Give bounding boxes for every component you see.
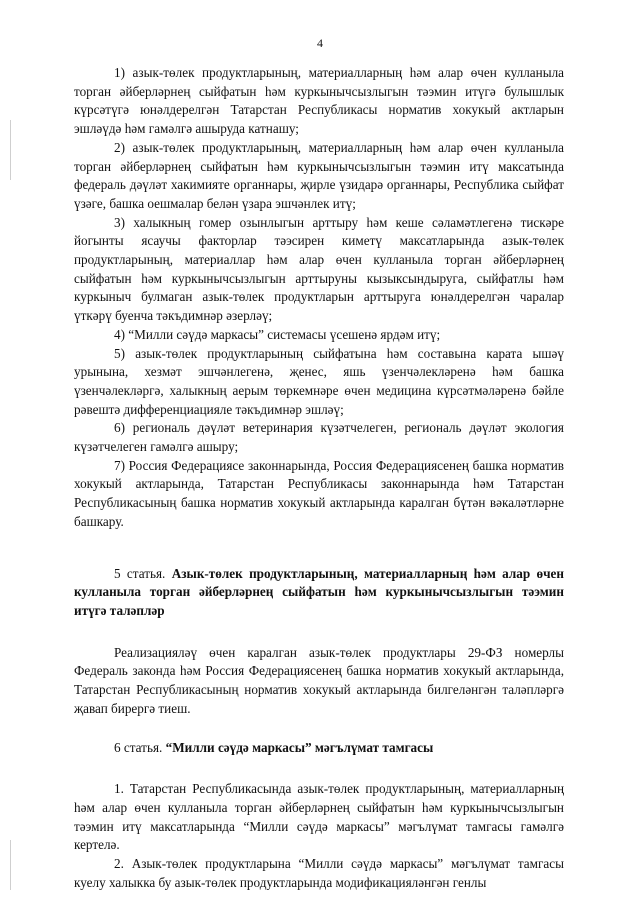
section-6-title: “Милли сәүдә маркасы” мәгълүмат тамгасы [165, 739, 434, 755]
list-item: 5) азык-төлек продуктларының сыйфатына һәм составына карата ышәү урынына, хезмәт эшчәнлегенә, җенес, яшь үзенчәлекләренә һәм башка үзенчәлекләргә, халыкның аерым төркемнәре өчен медицина күрсәтмәләренә бәйле рәвештә дифференциацияле тәкъдимнәр эшләү; [74, 345, 564, 417]
section-6-paragraph: 2. Азык-төлек продуктларына “Милли сәүдә маркасы” мәгълүмат тамгасы куелу халыкка бу азык-төлек продуктларында модификацияләнгән генлы [74, 856, 564, 890]
list-item: 1) азык-төлек продуктларының, материалларның һәм алар өчен кулланыла торган әйберләрнең сыйфатын һәм куркынычсызлыгын тәэмин итүгә булышлык күрсәтүгә юнәлдерелгән Татарстан Республикасы норматив хокукый актларын эшләүдә һәм гамәлгә ашыруда катнашу; [74, 65, 564, 137]
scan-margin-mark [10, 840, 11, 890]
document-body [74, 64, 564, 892]
section-5-number: 5 статья. [114, 565, 166, 581]
list-item: 7) Россия Федерациясе законнарында, Россия Федерациясенең башка норматив хокукый актларында, Татарстан Республикасы законнарында һәм Татарстан Республикасының башка норматив хокукый актларында каралган бүтән вәкаләтләрне башкару. [74, 457, 564, 529]
list-item: 4) “Милли сәүдә маркасы” системасы үсешенә ярдәм итү; [114, 326, 441, 342]
list-item: 6) региональ дәүләт ветеринария күзәтчелеген, региональ дәүләт экология күзәтчелеген гамәлгә ашыру; [74, 420, 564, 455]
section-5-body: Реализацияләү өчен каралган азык-төлек продуктлары 29-ФЗ номерлы Федераль законда һәм Россия Федерациясенең башка норматив хокукый актларында, Татарстан Республикасының норматив хокукый актларында билгеләнгән таләпләргә җавап бирергә тиеш. [74, 644, 564, 716]
section-6-heading [74, 739, 564, 758]
section-6-paragraph: 1. Татарстан Республикасында азык-төлек продуктларының, материалларның һәм алар өчен кулланыла торган әйберләрнең сыйфатын һәм куркынычсызлыгын тәэмин итү максатларында “Милли сәүдә маркасы” мәгълүмат тамгасы гамәлгә кертелә. [74, 781, 564, 853]
section-6-number: 6 статья. [114, 739, 163, 755]
scan-margin-mark [10, 120, 11, 180]
page-number: 4 [317, 36, 323, 50]
list-item: 2) азык-төлек продуктларының, материалларның һәм алар өчен кулланыла торган әйберләрнең сыйфатын һәм куркынычсызлыгын тәэмин итү максатында федераль дәүләт хакимияте органнары, җирле үзидарә органнары, Республика сыйфат үзәге, башка оешмалар белән үзара эшчәнлек итү; [74, 139, 564, 211]
section-5-heading [74, 565, 564, 621]
list-item: 3) халыкның гомер озынлыгын арттыру һәм кеше сәламәтлегенә тискәре йогынты ясаучы факторлар тәэсирен киметү максатларында азык-төлек продуктларының, материаллар һәм алар өчен кулланыла торган әйберләрнең сыйфатын һәм куркынычсызлыгын арттыруны кызыксындыруга, сыйфатлы һәм куркыныч булмаган азык-төлек продуктларын арттыруга юнәлдерелгән чаралар үткәрү буенча тәкъдимнәр әзерләү; [74, 214, 564, 324]
section-5-title: Азык-төлек продуктларының, материалларның һәм алар өчен кулланыла торган әйберләрнең сыйфатын һәм куркынычсызлыгын тәэмин итүгә таләпләр [74, 565, 564, 618]
